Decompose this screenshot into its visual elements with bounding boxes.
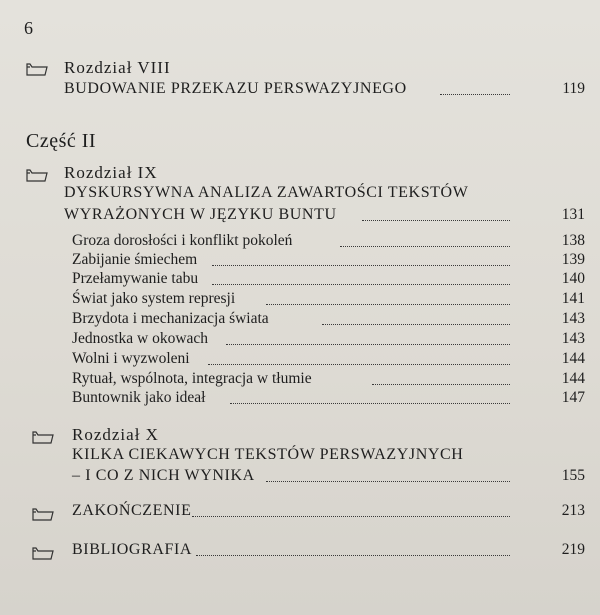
folder-icon	[26, 168, 48, 182]
chapter-10-title-line2: – I CO Z NICH WYNIKA	[72, 467, 255, 484]
section-title: Wolni i wyzwoleni	[72, 350, 190, 367]
leader-dots	[192, 516, 510, 517]
section-page: 143	[561, 310, 585, 327]
section-title: Zabijanie śmiechem	[72, 251, 198, 268]
leader-dots	[212, 265, 510, 266]
leader-dots	[322, 324, 510, 325]
chapter-8-title: BUDOWANIE PRZEKAZU PERSWAZYJNEGO	[64, 80, 407, 97]
section-title: Świat jako system represji	[72, 290, 236, 307]
leader-dots	[340, 246, 510, 247]
section-title: Rytuał, wspólnota, integracja w tłumie	[72, 370, 312, 387]
leader-dots	[266, 304, 510, 305]
leader-dots	[230, 403, 510, 404]
section-title: Przełamywanie tabu	[72, 270, 199, 287]
chapter-8-page: 119	[562, 80, 585, 97]
chapter-10-label: Rozdział X	[72, 425, 159, 444]
part-2-heading: Część II	[26, 130, 97, 152]
leader-dots	[212, 284, 510, 285]
section-page: 140	[561, 270, 585, 287]
leader-dots	[362, 220, 510, 221]
section-page: 141	[561, 290, 585, 307]
section-page: 143	[561, 330, 585, 347]
leader-dots	[440, 94, 510, 95]
section-title: Brzydota i mechanizacja świata	[72, 310, 269, 327]
conclusion-page: 213	[561, 502, 585, 519]
section-title: Jednostka w okowach	[72, 330, 209, 347]
page-number: 6	[24, 18, 33, 38]
folder-icon	[32, 430, 54, 444]
section-page: 139	[561, 251, 585, 268]
section-title: Groza dorosłości i konflikt pokoleń	[72, 232, 293, 249]
chapter-10-title-line1: KILKA CIEKAWYCH TEKSTÓW PERSWAZYJNYCH	[72, 446, 464, 463]
section-page: 147	[561, 389, 585, 406]
chapter-9-page: 131	[561, 206, 585, 223]
chapter-9-title-line2: WYRAŻONYCH W JĘZYKU BUNTU	[64, 206, 337, 223]
section-page: 138	[561, 232, 585, 249]
folder-icon	[32, 507, 54, 521]
section-page: 144	[561, 370, 585, 387]
section-title: Buntownik jako ideał	[72, 389, 206, 406]
bibliography-title: BIBLIOGRAFIA	[72, 541, 193, 558]
leader-dots	[196, 555, 510, 556]
chapter-8-label: Rozdział VIII	[64, 58, 171, 77]
folder-icon	[26, 62, 48, 76]
section-page: 144	[561, 350, 585, 367]
chapter-9-title-line1: DYSKURSYWNA ANALIZA ZAWARTOŚCI TEKSTÓW	[64, 184, 469, 201]
conclusion-title: ZAKOŃCZENIE	[72, 502, 192, 519]
bibliography-page: 219	[561, 541, 585, 558]
chapter-9-label: Rozdział IX	[64, 163, 158, 182]
leader-dots	[372, 384, 510, 385]
leader-dots	[208, 364, 510, 365]
leader-dots	[266, 481, 510, 482]
leader-dots	[226, 344, 510, 345]
chapter-10-page: 155	[561, 467, 585, 484]
folder-icon	[32, 546, 54, 560]
